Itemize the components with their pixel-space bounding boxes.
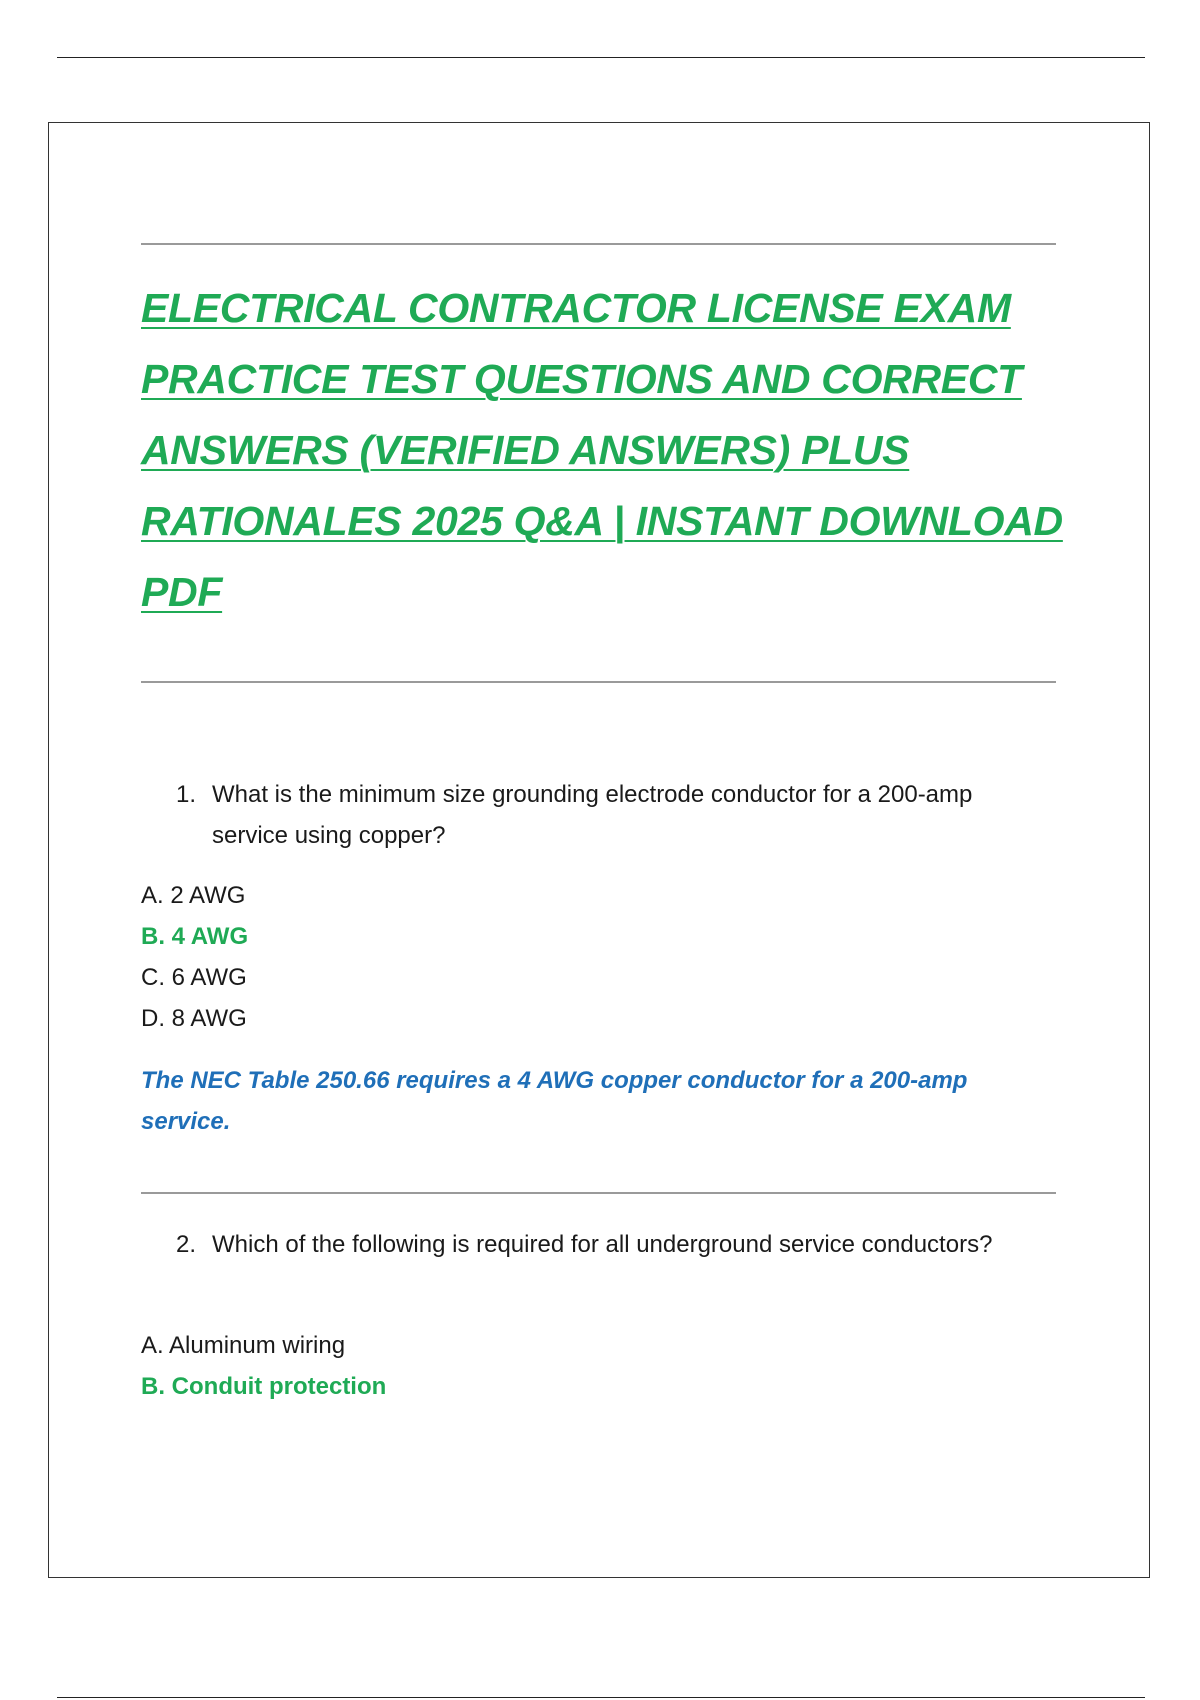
page-bottom-rule — [57, 1697, 1145, 1698]
question-divider — [141, 1192, 1056, 1194]
title-bottom-divider — [141, 681, 1056, 683]
option-b-correct: B. Conduit protection — [141, 1373, 387, 1400]
question-number: 1. — [176, 781, 197, 808]
option-a: A. Aluminum wiring — [141, 1332, 346, 1359]
question-number: 2. — [176, 1231, 197, 1258]
question-text: What is the minimum size grounding electrode conductor for a 200-amp service using copper? — [212, 781, 973, 849]
rationale-1: The NEC Table 250.66 requires a 4 AWG copper conductor for a 200-amp service. — [141, 1067, 968, 1135]
option-b-correct: B. 4 AWG — [141, 923, 249, 950]
question-1 — [176, 774, 1036, 856]
option-d: D. 8 AWG — [141, 1005, 247, 1032]
option-c: C. 6 AWG — [141, 964, 247, 991]
option-a: A. 2 AWG — [141, 882, 246, 909]
page-top-rule — [57, 57, 1145, 58]
title-top-divider — [141, 243, 1056, 245]
document-title: ELECTRICAL CONTRACTOR LICENSE EXAM PRACTICE TEST QUESTIONS AND CORRECT ANSWERS (VERIFIED ANSWERS) PLUS RATIONALES 2025 Q&A | INSTANT DOWNLOAD PDF — [141, 285, 1063, 615]
question-2 — [176, 1224, 1036, 1265]
question-text: Which of the following is required for all underground service conductors? — [212, 1231, 993, 1258]
